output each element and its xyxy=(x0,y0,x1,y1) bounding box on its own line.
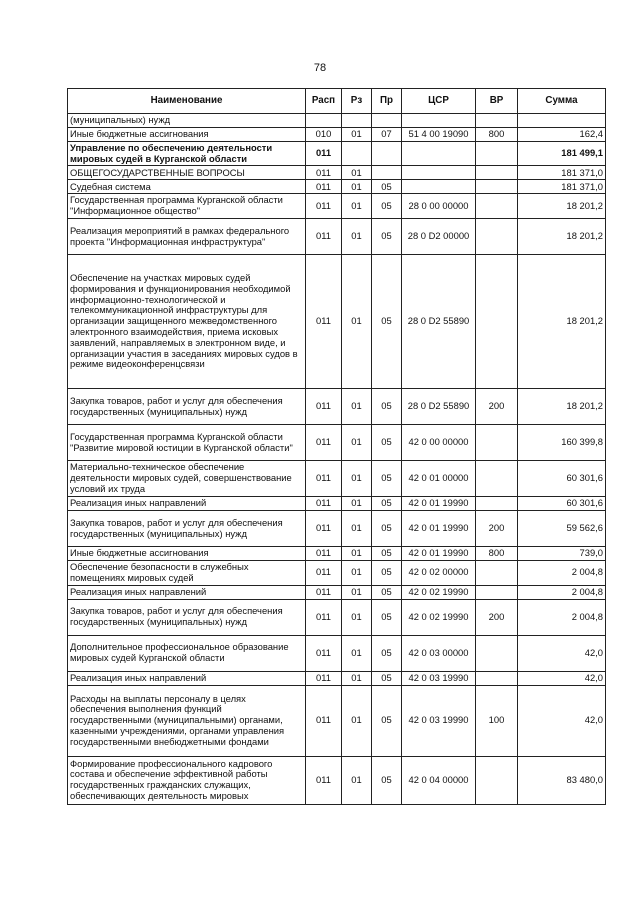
cell-name: Закупка товаров, работ и услуг для обеспечения государственных (муниципальных) нужд xyxy=(68,599,306,635)
cell-vr xyxy=(476,425,518,461)
cell-sum: 739,0 xyxy=(518,547,606,561)
cell-rz: 01 xyxy=(342,389,372,425)
cell-sum: 18 201,2 xyxy=(518,255,606,389)
cell-rasp: 011 xyxy=(306,255,342,389)
cell-vr xyxy=(476,756,518,804)
cell-sum: 181 499,1 xyxy=(518,141,606,166)
cell-csr xyxy=(402,114,476,128)
cell-rasp: 011 xyxy=(306,425,342,461)
cell-csr: 51 4 00 19090 xyxy=(402,127,476,141)
cell-vr: 200 xyxy=(476,599,518,635)
cell-rasp: 011 xyxy=(306,685,342,756)
cell-rasp: 011 xyxy=(306,635,342,671)
cell-vr xyxy=(476,585,518,599)
cell-rz: 01 xyxy=(342,219,372,255)
cell-csr: 42 0 03 19990 xyxy=(402,671,476,685)
cell-rz: 01 xyxy=(342,166,372,180)
table-row xyxy=(68,141,606,166)
cell-csr xyxy=(402,166,476,180)
cell-name: Материально-техническое обеспечение деятельности мировых судей, совершенствование условий их труда xyxy=(68,461,306,497)
cell-name: Реализация мероприятий в рамках федерального проекта "Информационная инфраструктура" xyxy=(68,219,306,255)
cell-name: Государственная программа Курганской области "Информационное общество" xyxy=(68,194,306,219)
cell-csr: 42 0 00 00000 xyxy=(402,425,476,461)
header-csr: ЦСР xyxy=(402,89,476,114)
cell-sum: 59 562,6 xyxy=(518,511,606,547)
table-row xyxy=(68,127,606,141)
cell-name: Судебная система xyxy=(68,180,306,194)
cell-pr xyxy=(372,141,402,166)
cell-name: (муниципальных) нужд xyxy=(68,114,306,128)
cell-sum: 60 301,6 xyxy=(518,461,606,497)
cell-pr: 05 xyxy=(372,635,402,671)
cell-rz: 01 xyxy=(342,561,372,586)
cell-pr: 05 xyxy=(372,255,402,389)
table-row xyxy=(68,461,606,497)
cell-vr xyxy=(476,497,518,511)
page-number: 78 xyxy=(313,62,327,74)
cell-csr: 42 0 02 19990 xyxy=(402,585,476,599)
cell-vr: 200 xyxy=(476,389,518,425)
cell-pr: 07 xyxy=(372,127,402,141)
cell-name: Обеспечение безопасности в служебных помещениях мировых судей xyxy=(68,561,306,586)
cell-rasp: 011 xyxy=(306,389,342,425)
cell-rasp: 011 xyxy=(306,166,342,180)
cell-vr: 100 xyxy=(476,685,518,756)
table-row xyxy=(68,756,606,804)
cell-name: Обеспечение на участках мировых судей формирования и функционирования необходимой информационно-технологической и телекоммуникационной инфраструктуры для организации защищенного межведомственного электронного взаимодействия, приема исковых заявлений, направляемых в электронном виде, и организации участия в заседаниях мировых судов в режиме видеоконференцсвязи xyxy=(68,255,306,389)
cell-csr: 42 0 01 19990 xyxy=(402,497,476,511)
cell-sum: 181 371,0 xyxy=(518,166,606,180)
cell-sum: 2 004,8 xyxy=(518,561,606,586)
header-name: Наименование xyxy=(68,89,306,114)
cell-rasp: 011 xyxy=(306,671,342,685)
cell-name: Государственная программа Курганской области "Развитие мировой юстиции в Курганской области" xyxy=(68,425,306,461)
cell-vr xyxy=(476,166,518,180)
cell-rz: 01 xyxy=(342,425,372,461)
cell-pr: 05 xyxy=(372,599,402,635)
table-row xyxy=(68,219,606,255)
cell-pr: 05 xyxy=(372,547,402,561)
cell-name: Реализация иных направлений xyxy=(68,671,306,685)
cell-rasp: 011 xyxy=(306,511,342,547)
cell-sum: 83 480,0 xyxy=(518,756,606,804)
cell-rz: 01 xyxy=(342,497,372,511)
cell-rz: 01 xyxy=(342,255,372,389)
cell-vr xyxy=(476,114,518,128)
table-row xyxy=(68,561,606,586)
cell-sum: 18 201,2 xyxy=(518,194,606,219)
cell-vr xyxy=(476,219,518,255)
cell-rasp xyxy=(306,114,342,128)
cell-sum: 181 371,0 xyxy=(518,180,606,194)
cell-name: Реализация иных направлений xyxy=(68,585,306,599)
cell-rz: 01 xyxy=(342,585,372,599)
cell-rz: 01 xyxy=(342,685,372,756)
cell-pr: 05 xyxy=(372,585,402,599)
cell-vr xyxy=(476,671,518,685)
cell-vr xyxy=(476,141,518,166)
table-row xyxy=(68,511,606,547)
cell-rz: 01 xyxy=(342,671,372,685)
header-rasp: Расп xyxy=(306,89,342,114)
cell-sum: 42,0 xyxy=(518,685,606,756)
cell-rasp: 010 xyxy=(306,127,342,141)
header-rz: Рз xyxy=(342,89,372,114)
cell-csr: 42 0 03 19990 xyxy=(402,685,476,756)
cell-csr: 28 0 D2 00000 xyxy=(402,219,476,255)
cell-sum: 162,4 xyxy=(518,127,606,141)
cell-csr: 28 0 D2 55890 xyxy=(402,389,476,425)
cell-rz xyxy=(342,114,372,128)
cell-sum: 18 201,2 xyxy=(518,219,606,255)
table-header-row xyxy=(68,89,606,114)
cell-csr xyxy=(402,141,476,166)
table-row xyxy=(68,635,606,671)
cell-rasp: 011 xyxy=(306,585,342,599)
cell-rz: 01 xyxy=(342,127,372,141)
cell-pr: 05 xyxy=(372,425,402,461)
cell-csr: 42 0 01 19990 xyxy=(402,547,476,561)
cell-vr xyxy=(476,561,518,586)
cell-vr xyxy=(476,180,518,194)
table-row xyxy=(68,255,606,389)
cell-csr: 28 0 00 00000 xyxy=(402,194,476,219)
cell-csr: 42 0 02 19990 xyxy=(402,599,476,635)
cell-rasp: 011 xyxy=(306,756,342,804)
cell-csr: 42 0 01 19990 xyxy=(402,511,476,547)
cell-pr xyxy=(372,166,402,180)
cell-vr xyxy=(476,255,518,389)
cell-pr: 05 xyxy=(372,194,402,219)
cell-rz: 01 xyxy=(342,756,372,804)
cell-vr xyxy=(476,461,518,497)
cell-rasp: 011 xyxy=(306,219,342,255)
cell-sum xyxy=(518,114,606,128)
table-row xyxy=(68,114,606,128)
cell-rasp: 011 xyxy=(306,561,342,586)
cell-pr: 05 xyxy=(372,685,402,756)
cell-sum: 18 201,2 xyxy=(518,389,606,425)
cell-rasp: 011 xyxy=(306,497,342,511)
cell-rz: 01 xyxy=(342,180,372,194)
cell-name: ОБЩЕГОСУДАРСТВЕННЫЕ ВОПРОСЫ xyxy=(68,166,306,180)
cell-name: Управление по обеспечению деятельности мировых судей в Курганской области xyxy=(68,141,306,166)
cell-csr: 28 0 D2 55890 xyxy=(402,255,476,389)
cell-pr: 05 xyxy=(372,511,402,547)
cell-name: Закупка товаров, работ и услуг для обеспечения государственных (муниципальных) нужд xyxy=(68,511,306,547)
cell-sum: 42,0 xyxy=(518,635,606,671)
cell-pr: 05 xyxy=(372,389,402,425)
table-row xyxy=(68,389,606,425)
cell-rz: 01 xyxy=(342,511,372,547)
cell-csr: 42 0 03 00000 xyxy=(402,635,476,671)
cell-rasp: 011 xyxy=(306,141,342,166)
table-row xyxy=(68,194,606,219)
cell-rasp: 011 xyxy=(306,461,342,497)
cell-rasp: 011 xyxy=(306,547,342,561)
cell-pr: 05 xyxy=(372,561,402,586)
cell-rz: 01 xyxy=(342,547,372,561)
cell-name: Дополнительное профессиональное образование мировых судей Курганской области xyxy=(68,635,306,671)
cell-vr xyxy=(476,635,518,671)
table-row xyxy=(68,685,606,756)
cell-name: Расходы на выплаты персоналу в целях обеспечения выполнения функций государственными (муниципальными) органами, казенными учреждениями, органами управления государственными внебюджетными фондами xyxy=(68,685,306,756)
cell-pr: 05 xyxy=(372,497,402,511)
cell-name: Иные бюджетные ассигнования xyxy=(68,547,306,561)
cell-vr: 200 xyxy=(476,511,518,547)
cell-rz: 01 xyxy=(342,461,372,497)
cell-csr: 42 0 01 00000 xyxy=(402,461,476,497)
cell-csr: 42 0 04 00000 xyxy=(402,756,476,804)
header-sum: Сумма xyxy=(518,89,606,114)
cell-rasp: 011 xyxy=(306,180,342,194)
cell-sum: 2 004,8 xyxy=(518,585,606,599)
cell-vr xyxy=(476,194,518,219)
cell-pr: 05 xyxy=(372,180,402,194)
cell-pr: 05 xyxy=(372,461,402,497)
cell-csr xyxy=(402,180,476,194)
table-row xyxy=(68,585,606,599)
cell-vr: 800 xyxy=(476,127,518,141)
cell-name: Реализация иных направлений xyxy=(68,497,306,511)
cell-pr: 05 xyxy=(372,671,402,685)
table-row xyxy=(68,166,606,180)
cell-rasp: 011 xyxy=(306,599,342,635)
cell-rz: 01 xyxy=(342,599,372,635)
table-row xyxy=(68,599,606,635)
cell-name: Иные бюджетные ассигнования xyxy=(68,127,306,141)
cell-rasp: 011 xyxy=(306,194,342,219)
cell-pr: 05 xyxy=(372,219,402,255)
table-row xyxy=(68,180,606,194)
table-row xyxy=(68,547,606,561)
cell-pr: 05 xyxy=(372,756,402,804)
table-row xyxy=(68,425,606,461)
cell-name: Закупка товаров, работ и услуг для обеспечения государственных (муниципальных) нужд xyxy=(68,389,306,425)
budget-table xyxy=(67,88,606,805)
cell-sum: 60 301,6 xyxy=(518,497,606,511)
cell-sum: 160 399,8 xyxy=(518,425,606,461)
cell-pr xyxy=(372,114,402,128)
table-body xyxy=(68,114,606,805)
table-row xyxy=(68,671,606,685)
cell-rz: 01 xyxy=(342,194,372,219)
cell-rz xyxy=(342,141,372,166)
cell-rz: 01 xyxy=(342,635,372,671)
header-vr: ВР xyxy=(476,89,518,114)
cell-sum: 42,0 xyxy=(518,671,606,685)
cell-name: Формирование профессионального кадрового состава и обеспечение эффективной работы государственных гражданских служащих, обеспечивающих деятельность мировых xyxy=(68,756,306,804)
table-row xyxy=(68,497,606,511)
cell-sum: 2 004,8 xyxy=(518,599,606,635)
header-pr: Пр xyxy=(372,89,402,114)
cell-csr: 42 0 02 00000 xyxy=(402,561,476,586)
cell-vr: 800 xyxy=(476,547,518,561)
